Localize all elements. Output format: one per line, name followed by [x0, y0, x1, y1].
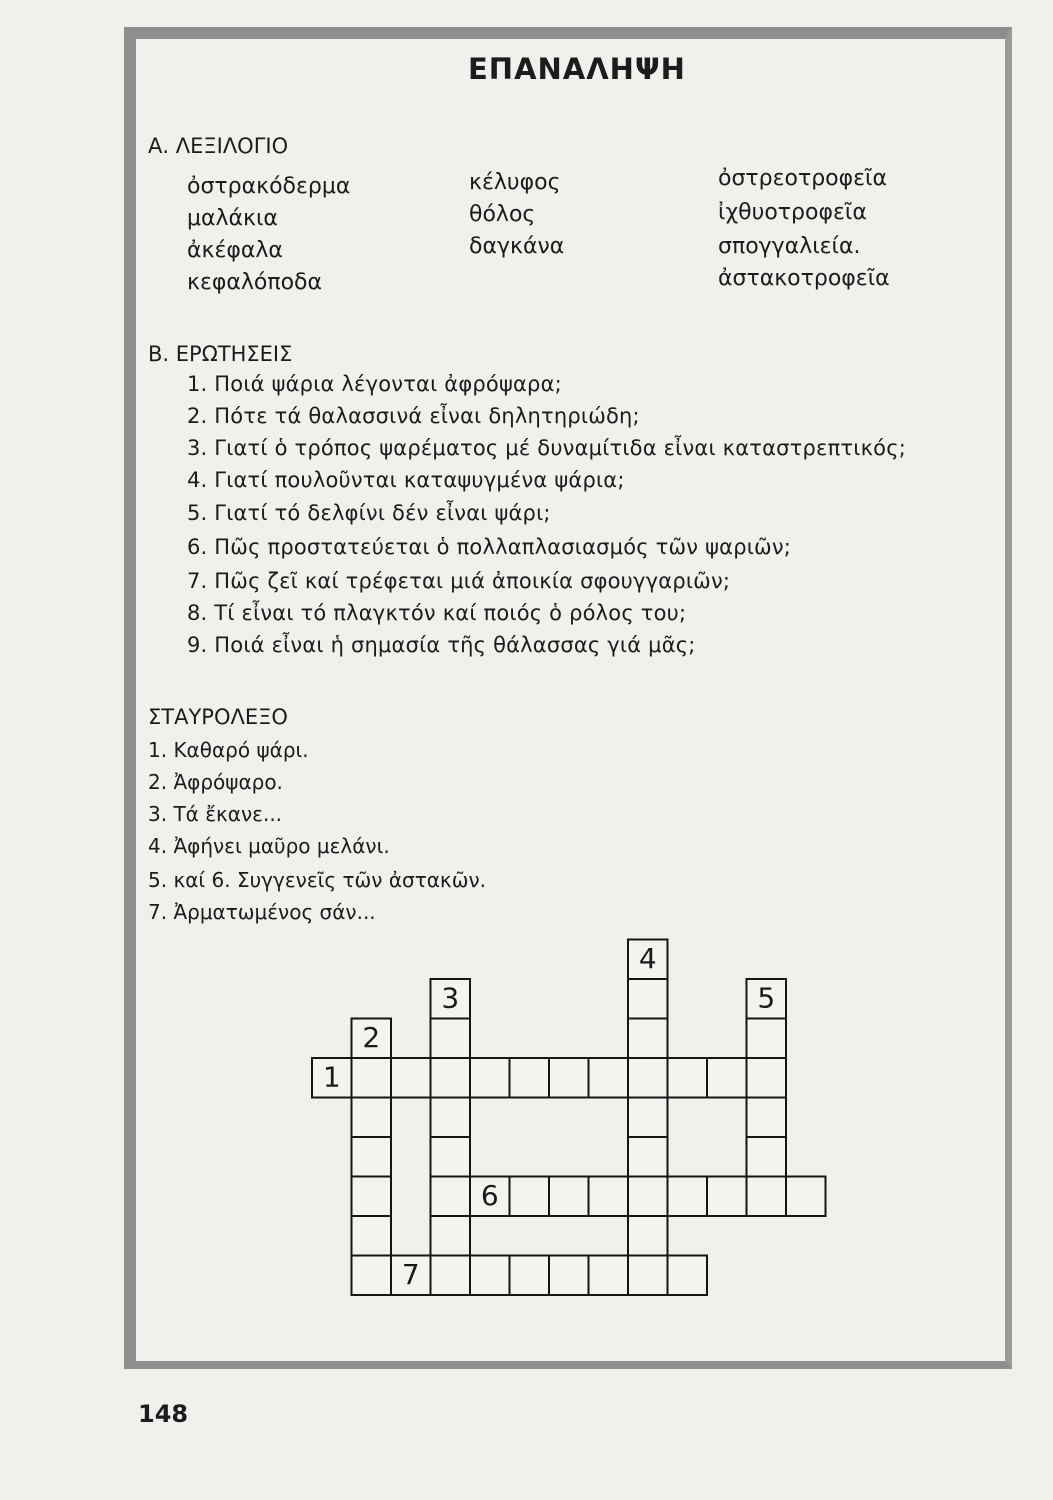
- crossword-number: 2: [362, 1020, 381, 1054]
- question-item: 8. Τί εἶναι τό πλαγκτόν καί ποιός ὁ ρόλος του;: [187, 601, 687, 625]
- crossword-cell[interactable]: [431, 1256, 471, 1296]
- crossword-cell[interactable]: [589, 1256, 629, 1296]
- crossword-cell[interactable]: [747, 1177, 787, 1217]
- question-item: 4. Γιατί πουλοῦνται καταψυγμένα ψάρια;: [187, 468, 625, 492]
- crossword-cell[interactable]: [431, 1216, 471, 1256]
- crossword-cell[interactable]: [391, 1058, 431, 1098]
- vocab-word: ὀστρεοτροφεῖα: [718, 166, 887, 191]
- crossword-clue: 2. Ἀφρόψαρο.: [148, 770, 283, 794]
- crossword-cell[interactable]: [352, 1177, 392, 1217]
- questions-heading: Β. ΕΡΩΤΗΣΕΙΣ: [148, 342, 293, 366]
- vocabulary-heading: Α. ΛΕΞΙΛΟΓΙΟ: [148, 134, 289, 158]
- question-item: 1. Ποιά ψάρια λέγονται ἀφρόψαρα;: [187, 372, 562, 396]
- crossword-heading: ΣΤΑΥΡΟΛΕΞΟ: [148, 705, 288, 729]
- crossword-cell[interactable]: [628, 1058, 668, 1098]
- crossword-cell[interactable]: [747, 1137, 787, 1177]
- crossword-cell[interactable]: [589, 1177, 629, 1217]
- crossword-cell[interactable]: [510, 1058, 550, 1098]
- crossword-cell[interactable]: [431, 1019, 471, 1059]
- question-item: 9. Ποιά εἶναι ἡ σημασία τῆς θάλασσας γιά μᾶς;: [187, 633, 696, 657]
- crossword-cell[interactable]: [747, 1058, 787, 1098]
- crossword-number: 6: [480, 1178, 499, 1212]
- crossword-cell[interactable]: [628, 1098, 668, 1138]
- vocab-word: κέλυφος: [469, 170, 561, 195]
- crossword-cell[interactable]: [352, 1058, 392, 1098]
- vocab-word: θόλος: [469, 202, 536, 227]
- crossword-number: 4: [638, 941, 657, 975]
- crossword-cell[interactable]: [628, 979, 668, 1019]
- crossword-number: 7: [401, 1257, 420, 1291]
- crossword-cell[interactable]: [510, 1177, 550, 1217]
- crossword-number: 5: [757, 981, 776, 1015]
- crossword-cell[interactable]: [628, 1216, 668, 1256]
- question-item: 7. Πῶς ζεῖ καί τρέφεται μιά ἀποικία σφουγγαριῶν;: [187, 569, 731, 593]
- crossword-cell[interactable]: [470, 1256, 510, 1296]
- crossword-cell[interactable]: [352, 1098, 392, 1138]
- page-number: 148: [138, 1400, 189, 1428]
- vocab-word: δαγκάνα: [469, 234, 565, 259]
- vocab-word: μαλάκια: [187, 206, 278, 231]
- crossword-cell[interactable]: [707, 1177, 747, 1217]
- crossword-number: 1: [322, 1060, 341, 1094]
- crossword-cell[interactable]: [510, 1256, 550, 1296]
- crossword-cell[interactable]: [668, 1256, 708, 1296]
- crossword-cell[interactable]: [470, 1058, 510, 1098]
- crossword-clue: 3. Τά ἔκανε...: [148, 802, 283, 826]
- crossword-cell[interactable]: [352, 1256, 392, 1296]
- crossword-cell[interactable]: [431, 1177, 471, 1217]
- crossword-cell[interactable]: [549, 1177, 589, 1217]
- crossword-cell[interactable]: [747, 1098, 787, 1138]
- crossword-cell[interactable]: [747, 1019, 787, 1059]
- crossword-number: 3: [441, 981, 460, 1015]
- crossword-cell[interactable]: [668, 1177, 708, 1217]
- vocab-word: σπογγαλιεία.: [718, 234, 861, 259]
- crossword-cell[interactable]: [431, 1058, 471, 1098]
- crossword-cell[interactable]: [628, 1256, 668, 1296]
- vocab-word: ἀκέφαλα: [187, 238, 283, 263]
- crossword-cell[interactable]: [668, 1058, 708, 1098]
- crossword-cell[interactable]: [628, 1177, 668, 1217]
- question-item: 3. Γιατί ὁ τρόπος ψαρέματος μέ δυναμίτιδα εἶναι καταστρεπτικός;: [187, 436, 907, 460]
- crossword-cell[interactable]: [352, 1216, 392, 1256]
- question-item: 6. Πῶς προστατεύεται ὁ πολλαπλασιασμός τῶν ψαριῶν;: [187, 535, 792, 559]
- vocab-word: ἀστακοτροφεῖα: [718, 266, 890, 291]
- crossword-cell[interactable]: [431, 1098, 471, 1138]
- crossword-cell[interactable]: [707, 1058, 747, 1098]
- crossword-clue: 1. Καθαρό ψάρι.: [148, 738, 309, 762]
- crossword-cell[interactable]: [628, 1137, 668, 1177]
- crossword-cell[interactable]: [549, 1058, 589, 1098]
- crossword-clue: 5. καί 6. Συγγενεῖς τῶν ἀστακῶν.: [148, 868, 486, 892]
- crossword-cell[interactable]: [786, 1177, 826, 1217]
- crossword-clue: 7. Ἀρματωμένος σάν...: [148, 900, 376, 924]
- page-title: ΕΠΑΝΑΛΗΨΗ: [468, 52, 686, 86]
- crossword-cell[interactable]: [352, 1137, 392, 1177]
- question-item: 2. Πότε τά θαλασσινά εἶναι δηλητηριώδη;: [187, 404, 640, 428]
- crossword-cell[interactable]: [549, 1256, 589, 1296]
- crossword-cell[interactable]: [431, 1137, 471, 1177]
- crossword-cell[interactable]: [589, 1058, 629, 1098]
- question-item: 5. Γιατί τό δελφίνι δέν εἶναι ψάρι;: [187, 501, 551, 525]
- vocab-word: κεφαλόποδα: [187, 270, 323, 295]
- crossword-clue: 4. Ἀφήνει μαῦρο μελάνι.: [148, 834, 390, 858]
- vocab-word: ἰχθυοτροφεῖα: [718, 200, 867, 225]
- crossword-cell[interactable]: [628, 1019, 668, 1059]
- vocab-word: ὀστρακόδερμα: [187, 174, 351, 199]
